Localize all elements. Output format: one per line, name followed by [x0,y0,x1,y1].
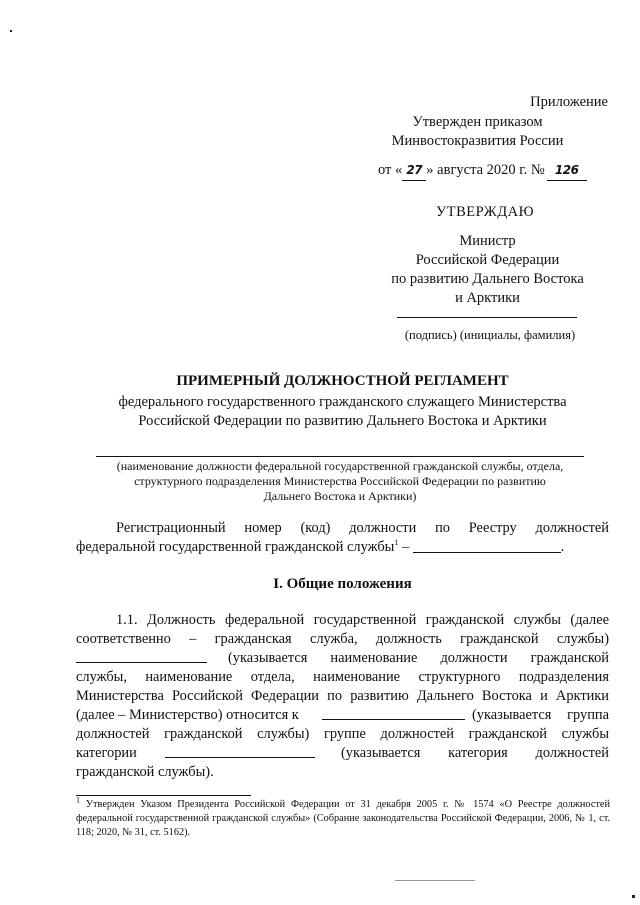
position-title-blank [76,662,207,663]
footnote-number: 1 [76,795,80,805]
approve-line-1: Министр [459,233,516,249]
approve-heading: УТВЕРЖДАЮ [436,204,534,220]
order-date-line [378,161,598,181]
para-1-line-7: должностей гражданской службы) группе должностей гражданской службы [76,726,609,742]
approve-line-3: по развитию Дальнего Востока [391,271,584,287]
category-blank [165,757,315,758]
handwritten-day: 27 [402,161,426,181]
signature-line [397,317,577,318]
title-subline-1: федерального государственного гражданского служащего Министерства [118,394,567,410]
handwritten-order-number: 126 [547,161,587,181]
section-1-heading: I. Общие положения [273,576,412,592]
registration-line-2 [76,538,616,558]
date-middle: » августа 2020 г. № [426,162,545,178]
document-title: ПРИМЕРНЫЙ ДОЛЖНОСТНОЙ РЕГЛАМЕНТ [176,373,509,389]
approval-line-2: Минвостокразвития России [391,133,564,149]
para-1-line-8a: категории [76,745,137,761]
footnote-ref: 1 [394,538,399,548]
footnote-text: Утвержден Указом Президента Российской Федерации от 31 декабря 2005 г. № 1574 «О Реестре должностей федеральной государственной гражданской службы» (Собрание законодательства Российской Федерации, 2006, № 1, ст. 118; 2020, № 31, ст. 5162). [76,799,610,838]
footnote [76,795,610,840]
footnote-separator [76,795,251,796]
para-1-line-5: Министерства Российской Федерации по развитию Дальнего Востока и Арктики [76,688,609,704]
signature-caption: (подпись) (инициалы, фамилия) [404,328,576,342]
para-1-line-6b: (указывается группа [472,707,609,723]
position-caption-3: Дальнего Востока и Арктики) [263,489,417,503]
registration-text: федеральной государственной гражданской службы [76,539,395,555]
para-1-line-6: (далее – Министерство) относится к [76,707,299,723]
para-1-line-8b: (указывается категория должностей [341,745,609,761]
appendix-label: Приложение [530,94,608,110]
para-1-line-9: гражданской службы). [76,764,214,780]
position-caption-1: (наименование должности федеральной государственной гражданской службы, отдела, [116,459,564,473]
position-caption-2: структурного подразделения Министерства Российской Федерации по развитию [134,474,546,488]
approval-line-1: Утвержден приказом [412,114,543,130]
registration-end: . [560,539,565,555]
approve-line-2: Российской Федерации [415,252,560,268]
para-1-line-1: 1.1. Должность федеральной государственной гражданской службы (далее [116,612,609,628]
position-name-blank [96,456,584,457]
approve-line-4: и Арктики [455,290,520,306]
registration-dash: – [398,539,413,555]
date-prefix: от « [378,162,403,178]
scan-speck [10,30,12,32]
scan-edge-mark [395,880,475,881]
position-group-blank [322,719,465,720]
para-1-line-4: службы, наименование отдела, наименование структурного подразделения [76,669,609,685]
title-subline-2: Российской Федерации по развитию Дальнего Востока и Арктики [138,413,547,429]
para-1-line-2: соответственно – гражданская служба, должность гражданской службы) [76,631,609,647]
scan-speck [632,895,635,898]
registration-line-1: Регистрационный номер (код) должности по Реестру должностей [116,520,609,536]
registration-number-blank [413,538,561,553]
para-1-line-3: (указывается наименование должности гражданской [228,650,609,666]
